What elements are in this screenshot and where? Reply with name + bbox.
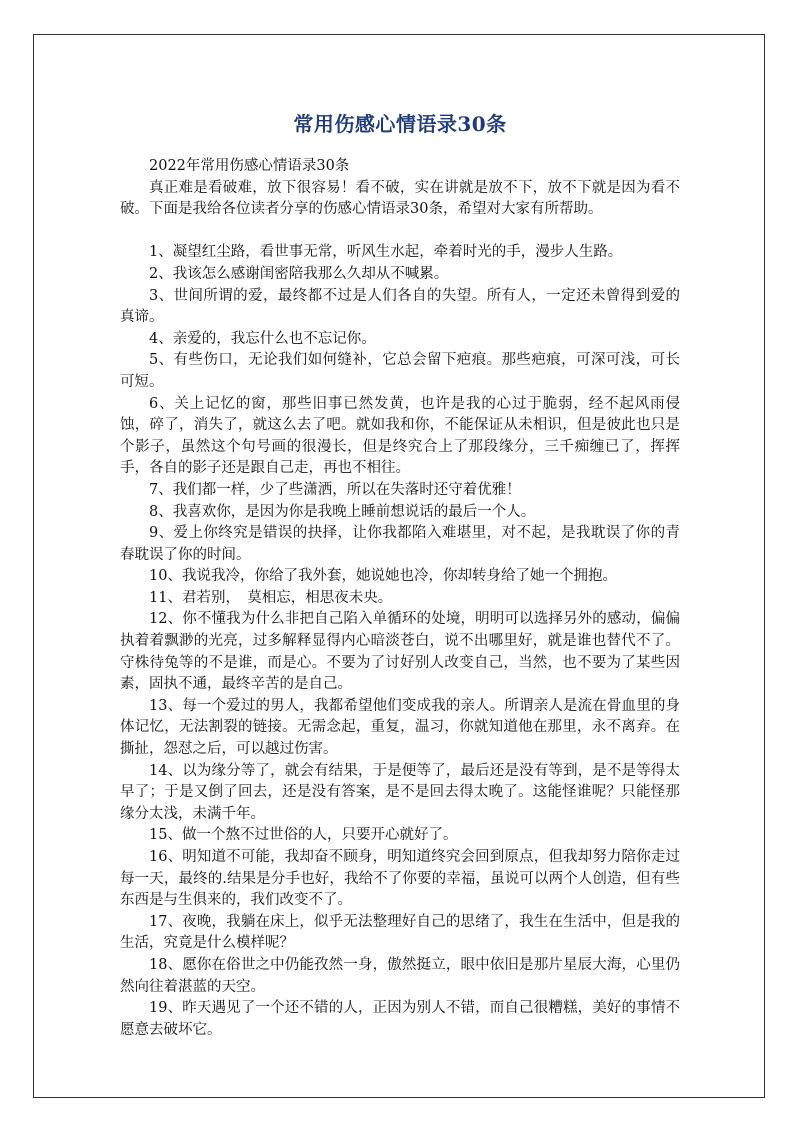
quote-item: 11、君若别， 莫相忘，相思夜未央。 [149,589,393,606]
quote-item: 18、愿你在俗世之中仍能孜然一身，傲然挺立，眼中依旧是那片星辰大海，心里仍然向往着湛蓝的天空。 [120,956,680,995]
quote-item: 14、以为缘分等了，就会有结果，于是便等了，最后还是没有等到，是不是等得太早了；于是又倒了回去，还是没有答案，是不是回去得太晚了。这能怪谁呢？只能怪那缘分太浅，未满千年。 [120,762,680,822]
quote-item: 10、我说我冷，你给了我外套，她说她也冷，你却转身给了她一个拥抱。 [149,568,617,585]
document-subtitle: 2022年常用伤感心情语录30条 [149,158,350,174]
quote-item: 8、我喜欢你，是因为你是我晚上睡前想说话的最后一个人。 [149,503,536,520]
quote-item: 2、我该怎么感谢闺密陪我那么久却从不喊累。 [149,265,449,282]
quote-item: 6、关上记忆的窗，那些旧事已然发黄，也许是我的心过于脆弱，经不起风雨侵蚀，碎了，消失了，就这么去了吧。就如我和你，不能保证从未相识，但是彼此也只是个影子，虽然这个句号画的很漫长，但是终究合上了那段缘分，三千痴缠已了，挥挥手，各自的影子还是跟自己走，再也不相往。 [120,395,680,477]
quote-item: 13、每一个爱过的男人，我都希望他们变成我的亲人。所谓亲人是流在骨血里的身体记忆，无法割裂的链接。无需念起，重复，温习，你就知道他在那里，永不离弃。在撕扯，怨怼之后，可以越过伤害。 [120,697,680,758]
quote-item: 9、爱上你终究是错误的抉择，让你我都陷入难堪里，对不起，是我耽误了你的青春耽误了你的时间。 [120,525,680,563]
document-title: 常用伤感心情语录30条 [293,112,507,136]
quote-item: 17、夜晚，我躺在床上，似乎无法整理好自己的思绪了，我生在生活中，但是我的生活，究竟是什么模样呢？ [120,913,680,952]
quote-item: 1、凝望红尘路，看世事无常，听风生水起，牵着时光的手，漫步人生路。 [149,244,623,261]
paragraph-gap [120,221,680,243]
quote-item: 7、我们都一样，少了些潇洒，所以在失落时还守着优雅！ [149,481,521,498]
quote-item: 12、你不懂我为什么非把自己陷入单循环的处境，明明可以选择另外的感动，偏偏执着着飘渺的光亮，过多解释显得内心暗淡苍白，说不出哪里好，就是谁也替代不了。守株待兔等的不是谁，而是心。不要为了讨好别人改变自己，当然，也不要为了某些因素，固执不通，最终辛苦的是自己。 [120,611,680,693]
quote-item: 19、昨天遇见了一个还不错的人，正因为别人不错，而自己很糟糕，美好的事情不愿意去破坏它。 [120,1000,680,1038]
quote-item: 15、做一个熬不过世俗的人，只要开心就好了。 [149,827,458,844]
quote-item: 5、有些伤口，无论我们如何缝补，它总会留下疤痕。那些疤痕，可深可浅，可长可短。 [120,352,680,390]
quote-item: 16、明知道不可能，我却奋不顾身，明知道终究会回到原点，但我却努力陪你走过每一天，最终的.结果是分手也好，我给不了你要的幸福，虽说可以两个人创造，但有些东西是与生俱来的，我们改变不了。 [120,849,680,909]
quote-item: 4、亲爱的，我忘什么也不忘记你。 [149,330,376,347]
intro-paragraph: 真正难是看破难，放下很容易！看不破，实在讲就是放不下，放不下就是因为看不破。下面是我给各位读者分享的伤感心情语录30条，希望对大家有所帮助。 [120,179,680,218]
quote-item: 3、世间所谓的爱，最终都不过是人们各自的失望。所有人，一定还未曾得到爱的真谛。 [120,287,680,326]
document-body [120,156,680,1041]
